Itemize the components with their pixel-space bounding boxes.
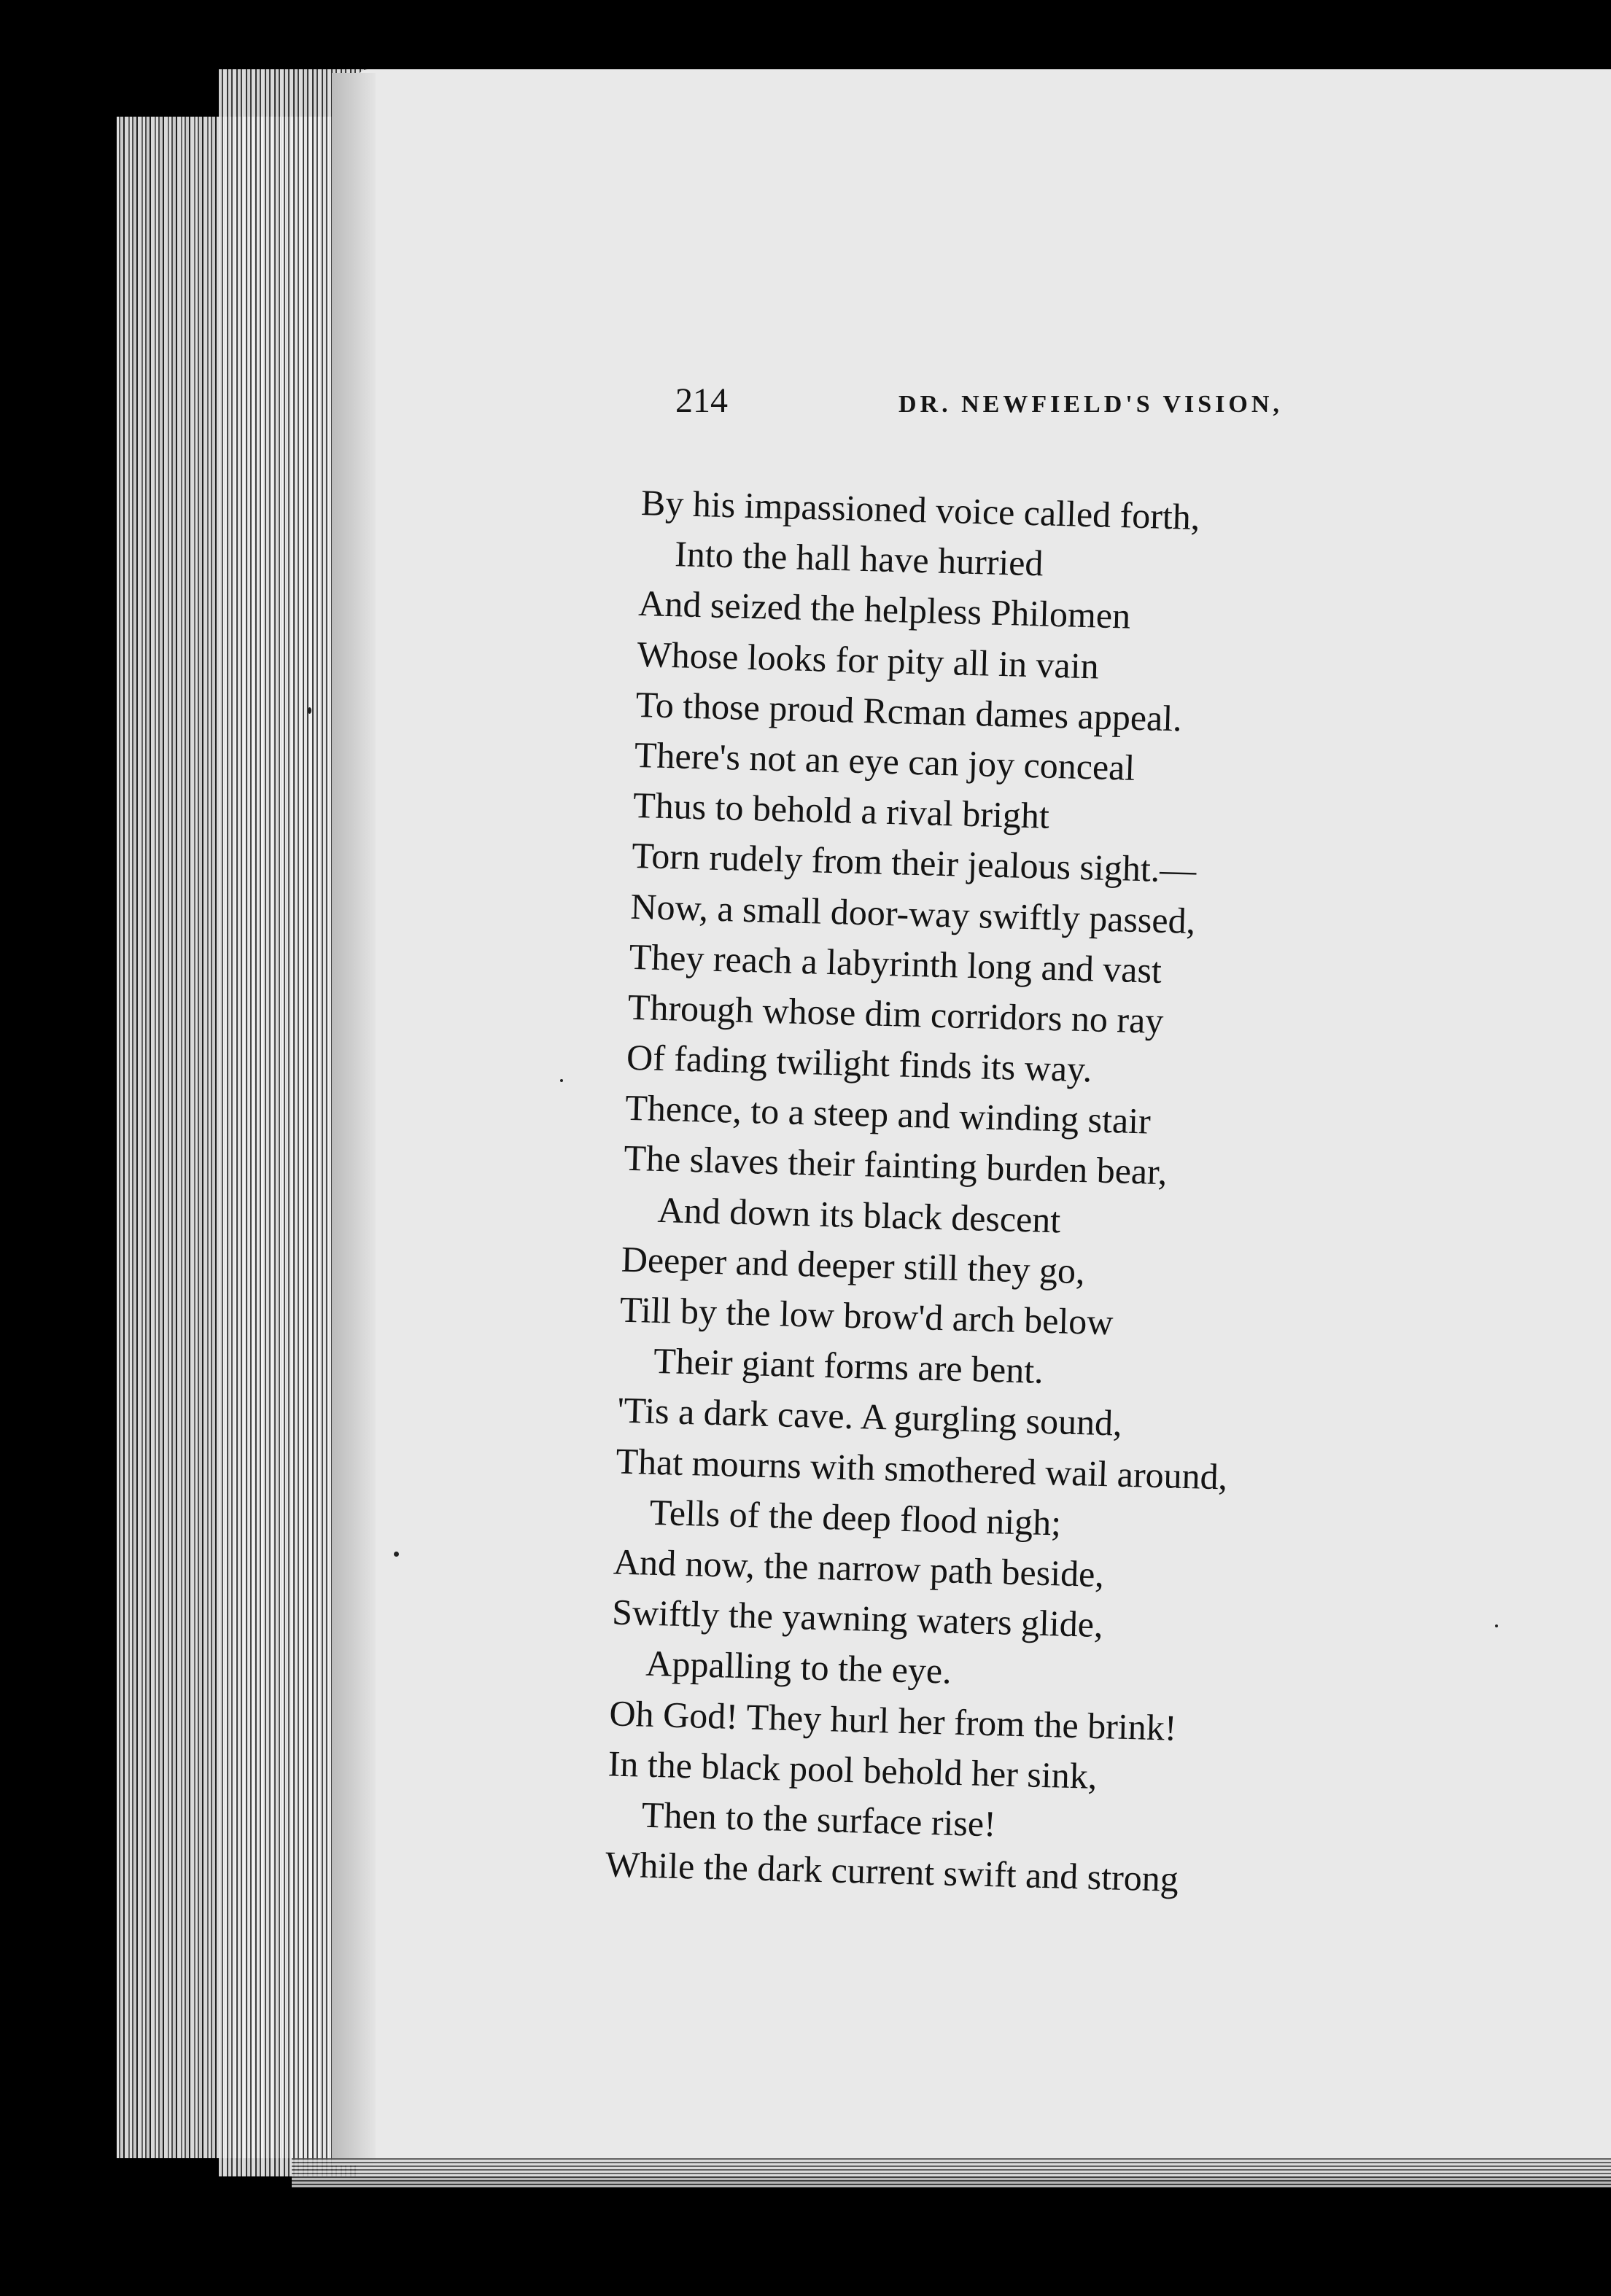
poem-line: Into the hall have hurried <box>674 533 1044 584</box>
bottom-page-edges <box>292 2158 1611 2187</box>
gutter-shadow <box>332 73 376 2165</box>
poem-line: And now, the narrow path beside, <box>613 1541 1105 1595</box>
poem-body <box>605 478 1487 1912</box>
poem-line: Whose looks for pity all in vain <box>636 633 1100 687</box>
ink-speck <box>394 1552 399 1557</box>
running-head: DR. NEWFIELD'S VISION, <box>898 391 1283 418</box>
poem-line: They reach a labyrinth long and vast <box>629 935 1162 991</box>
poem-line: Of fading twilight finds its way. <box>626 1036 1093 1090</box>
poem-line: Oh God! They hurl her from the brink! <box>608 1692 1178 1748</box>
poem-line: To those proud Rcman dames appeal. <box>635 683 1183 739</box>
poem-line: Torn rudely from their jealous sight.— <box>631 835 1197 891</box>
ink-speck <box>560 1079 563 1082</box>
poem-line: By his impassioned voice called forth, <box>640 481 1201 538</box>
ink-speck <box>308 707 311 714</box>
poem-line: Till by the low brow'd arch below <box>619 1288 1114 1343</box>
poem-line: The slaves their fainting burden bear, <box>623 1137 1168 1193</box>
poem-line: Through whose dim corridors no ray <box>627 986 1165 1041</box>
poem-line: Now, a small door-way swiftly passed, <box>629 885 1196 941</box>
page-header <box>675 379 1346 430</box>
poem-line: 'Tis a dark cave. A gurgling sound, <box>616 1389 1123 1444</box>
poem-line: Their giant forms are bent. <box>653 1340 1044 1392</box>
poem-line: That mourns with smothered wail around, <box>615 1440 1228 1498</box>
poem-line: Appalling to the eye. <box>645 1643 952 1692</box>
ink-speck <box>1495 1624 1498 1627</box>
poem-line: In the black pool behold her sink, <box>607 1743 1098 1797</box>
poem-line: Swiftly the yawning waters glide, <box>611 1591 1104 1646</box>
poem-line: Tells of the deep flood nigh; <box>649 1491 1062 1544</box>
poem-line: There's not an eye can joy conceal <box>634 733 1136 788</box>
poem-line: And down its black descent <box>657 1188 1061 1240</box>
poem-line: And seized the helpless Philomen <box>637 583 1131 637</box>
poem-line: Then to the surface rise! <box>641 1794 997 1845</box>
poem-line: Thus to behold a rival bright <box>632 784 1050 836</box>
poem-line: Thence, to a steep and winding stair <box>624 1086 1152 1142</box>
poem-line: While the dark current swift and strong <box>605 1843 1179 1899</box>
poem-line: Deeper and deeper still they go, <box>621 1238 1086 1292</box>
page-number: 214 <box>675 381 728 420</box>
